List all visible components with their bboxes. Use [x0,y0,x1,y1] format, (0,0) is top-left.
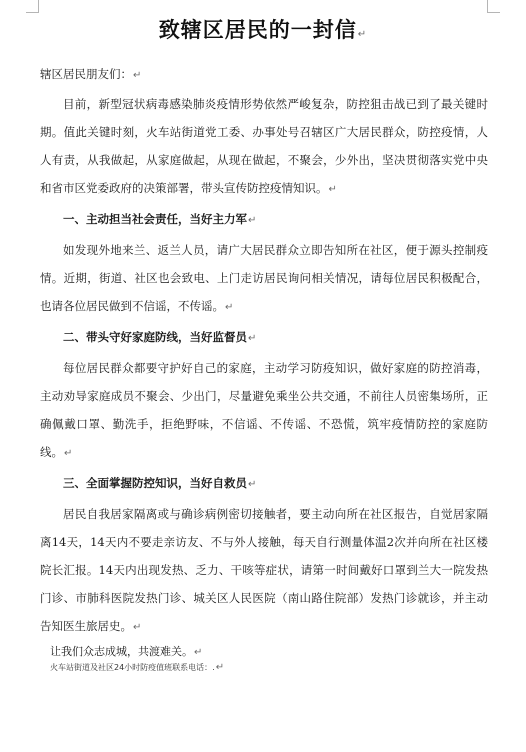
section-heading-3 [40,468,488,500]
paragraph-mark-icon: ↵ [248,479,257,490]
footer-text: 火车站街道及社区24小时防疫值班联系电话：. [50,663,215,672]
section-heading-1-text: 一、主动担当社会责任，当好主力军 [63,212,247,226]
section-body-2-text: 每位居民群众都要守护好自己的家庭，主动学习防疫知识，做好家庭的防控消毒，主动劝导家庭成员不聚会、少出门，尽量避免乘坐公共交通，不前往人员密集场所，正确佩戴口罩、勤洗手，拒绝野味，不信谣、不传谣、不恐慌，筑牢疫情防控的家庭防线。 [40,361,488,459]
footer-contact-line [40,661,488,675]
paragraph-mark-icon: ↵ [225,302,234,313]
closing-text: 让我们众志成城，共渡难关。 [50,645,193,658]
letter-title [0,14,526,44]
section-heading-3-text: 三、全面掌握防控知识，当好自救员 [63,476,247,490]
salutation-text: 辖区居民朋友们： [40,67,132,81]
paragraph-mark-icon: ↵ [64,448,73,459]
section-heading-2-text: 二、带头守好家庭防线，当好监督员 [63,330,247,344]
section-body-3-text: 居民自我居家隔离或与确诊病例密切接触者，要主动向所在社区报告，自觉居家隔离14天，14天内不要走亲访友、不与外人接触，每天自行测量体温2次并向所在社区楼院长汇报。14天内出现发热、乏力、干咳等症状，请第一时间戴好口罩到兰大一院发热门诊、市肺科医院发热门诊、城关区人民医院（南山路住院部）发热门诊就诊，并主动告知医生旅居史。 [40,507,488,633]
letter-title-text: 致辖区居民的一封信 [158,18,357,42]
section-heading-2 [40,322,488,354]
letter-body [40,58,488,675]
paragraph-mark-icon: ↵ [133,70,142,81]
paragraph-mark-icon: ↵ [248,215,257,226]
salutation [40,58,488,90]
paragraph-mark-icon: ↵ [248,333,257,344]
page-corner-mark-right [487,0,500,13]
section-heading-1 [40,204,488,236]
paragraph-mark-icon: ↵ [357,29,368,40]
page-corner-mark-left [26,0,39,13]
intro-text: 目前，新型冠状病毒感染肺炎疫情形势依然严峻复杂，防控狙击战已到了最关键时期。值此关键时刻，火车站街道党工委、办事处号召辖区广大居民群众，防控疫情，人人有责，从我做起，从家庭做起，从现在做起，不聚会，少外出，坚决贯彻落实党中央和省市区党委政府的决策部署，带头宣传防控疫情知识。 [40,97,488,195]
paragraph-mark-icon: ↵ [215,662,225,673]
section-body-2 [40,354,488,468]
section-body-3 [40,500,488,642]
closing-line [40,644,488,661]
paragraph-mark-icon: ↵ [194,647,203,658]
section-body-1 [40,236,488,322]
paragraph-mark-icon: ↵ [328,184,337,195]
intro-paragraph [40,90,488,204]
section-body-1-text: 如发现外地来兰、返兰人员，请广大居民群众立即告知所在社区，便于源头控制疫情。近期，街道、社区也会致电、上门走访居民询问相关情况，请每位居民积极配合，也请各位居民做到不信谣，不传谣。 [40,243,488,313]
paragraph-mark-icon: ↵ [133,622,142,633]
